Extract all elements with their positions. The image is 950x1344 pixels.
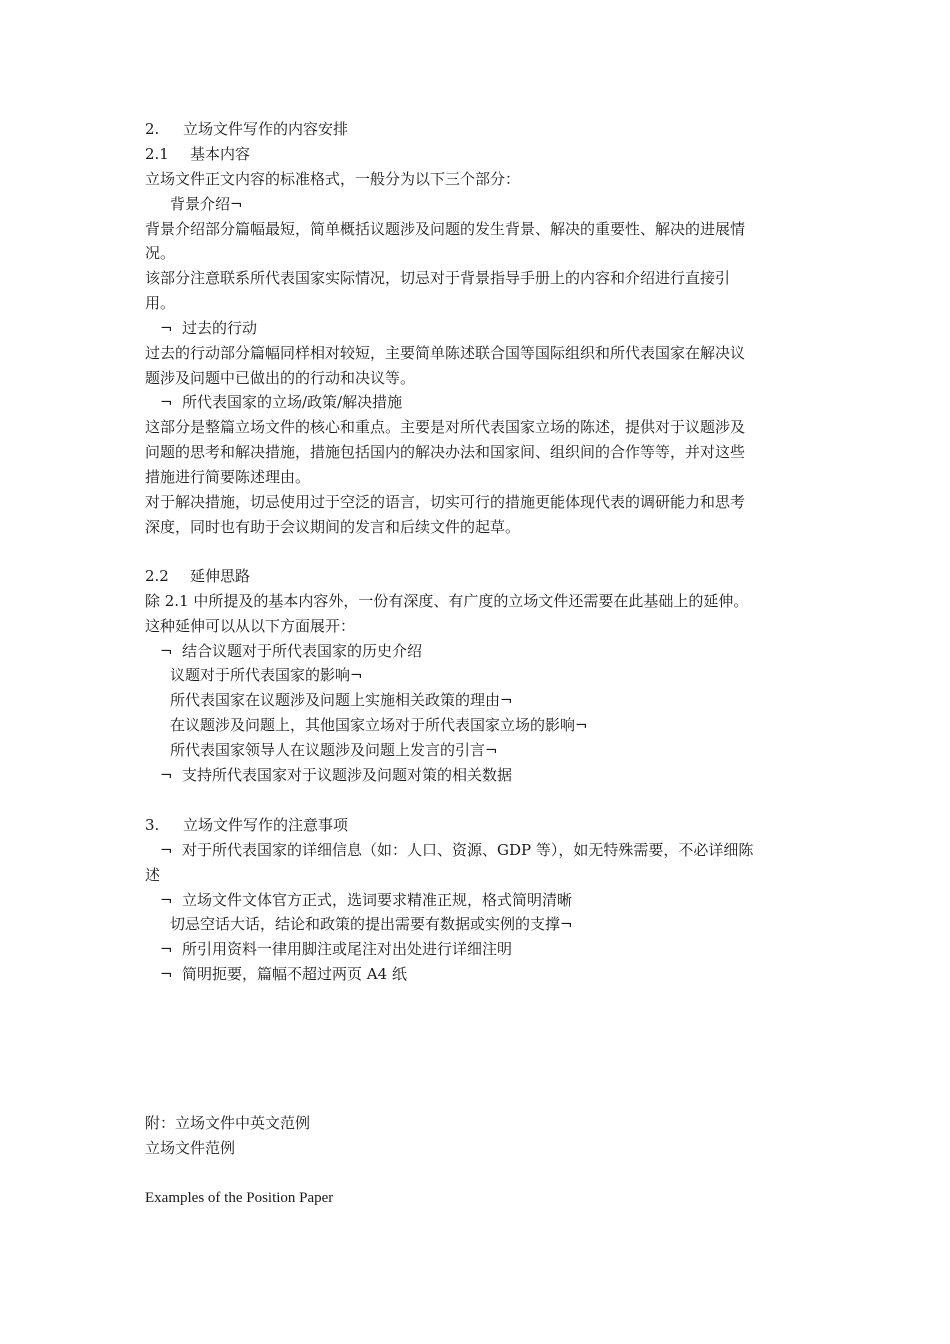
position-title: ¬ 所代表国家的立场/政策/解决措施	[160, 393, 403, 411]
note-bullet-1-line-2: 述	[145, 866, 161, 884]
background-paragraph-2-line-2: 用。	[145, 294, 176, 312]
extension-sub-item-4: 所代表国家领导人在议题涉及问题上发言的引言¬	[170, 741, 498, 759]
bullet-marker: ¬	[160, 940, 173, 958]
background-title: 背景介绍¬	[170, 195, 243, 213]
section-number: 2.1	[145, 145, 169, 163]
extension-paragraph-line-2: 这种延伸可以从以下方面展开：	[145, 617, 356, 635]
position-paragraph-1-line-1: 这部分是整篇立场文件的核心和重点。主要是对所代表国家立场的陈述，提供对于议题涉及	[145, 418, 746, 436]
note-bullet-2: ¬ 立场文件文体官方正式，选词要求精准正规，格式简明清晰	[160, 891, 573, 909]
background-paragraph-1-line-2: 况。	[145, 244, 176, 262]
bullet-marker: ¬	[160, 642, 173, 660]
past-actions-paragraph-line-2: 题涉及问题中已做出的的行动和决议等。	[145, 369, 416, 387]
bullet-marker: ¬	[160, 841, 173, 859]
example-title-cn: 立场文件范例	[145, 1139, 236, 1157]
note-bullet-4: ¬ 简明扼要，篇幅不超过两页 A4 纸	[160, 965, 407, 983]
bullet-marker: ¬	[160, 766, 173, 784]
section-title: 立场文件写作的注意事项	[183, 816, 349, 834]
appendix-heading: 附：立场文件中英文范例	[145, 1114, 311, 1132]
section-2-2-heading	[145, 566, 250, 586]
extension-sub-item-1: 议题对于所代表国家的影响¬	[170, 666, 363, 684]
extension-sub-item-3: 在议题涉及问题上，其他国家立场对于所代表国家立场的影响¬	[170, 716, 588, 734]
section-number: 2.	[145, 120, 160, 138]
position-paragraph-2-line-2: 深度，同时也有助于会议期间的发言和后续文件的起草。	[145, 518, 521, 536]
position-paragraph-1-line-3: 措施进行简要陈述理由。	[145, 468, 311, 486]
background-paragraph-2-line-1: 该部分注意联系所代表国家实际情况，切忌对于背景指导手册上的内容和介绍进行直接引	[145, 269, 731, 287]
past-actions-paragraph-line-1: 过去的行动部分篇幅同样相对较短，主要简单陈述联合国等国际组织和所代表国家在解决议	[145, 344, 746, 362]
bullet-marker: ¬	[160, 319, 173, 337]
extension-paragraph-line-1: 除 2.1 中所提及的基本内容外，一份有深度、有广度的立场文件还需要在此基础上的延伸。	[145, 592, 749, 610]
position-paragraph-1-line-2: 问题的思考和解决措施，措施包括国内的解决办法和国家间、组织间的合作等等，并对这些	[145, 443, 746, 461]
background-paragraph-1-line-1: 背景介绍部分篇幅最短，简单概括议题涉及问题的发生背景、解决的重要性、解决的进展情	[145, 220, 746, 238]
note-sub-item-1: 切忌空话大话，结论和政策的提出需要有数据或实例的支撑¬	[170, 915, 573, 933]
extension-sub-item-2: 所代表国家在议题涉及问题上实施相关政策的理由¬	[170, 691, 513, 709]
section-2-1-heading	[145, 144, 250, 164]
note-bullet-1-line-1: ¬ 对于所代表国家的详细信息（如：人口、资源、GDP 等），如无特殊需要，不必详细陈	[160, 841, 754, 859]
extension-bullet-1: ¬ 结合议题对于所代表国家的历史介绍	[160, 642, 423, 660]
section-number: 3.	[145, 816, 160, 834]
section-title: 延伸思路	[190, 567, 251, 585]
section-2-heading	[145, 119, 348, 139]
intro-paragraph: 立场文件正文内容的标准格式，一般分为以下三个部分：	[145, 170, 521, 188]
extension-bullet-2: ¬ 支持所代表国家对于议题涉及问题对策的相关数据	[160, 766, 513, 784]
bullet-marker: ¬	[160, 393, 173, 411]
position-paragraph-2-line-1: 对于解决措施，切忌使用过于空泛的语言，切实可行的措施更能体现代表的调研能力和思考	[145, 493, 746, 511]
example-title-en: Examples of the Position Paper	[145, 1190, 334, 1206]
section-number: 2.2	[145, 567, 169, 585]
section-3-heading	[145, 815, 348, 835]
bullet-marker: ¬	[160, 891, 173, 909]
note-bullet-3: ¬ 所引用资料一律用脚注或尾注对出处进行详细注明	[160, 940, 513, 958]
past-actions-title: ¬ 过去的行动	[160, 319, 258, 337]
section-title: 基本内容	[190, 145, 251, 163]
bullet-marker: ¬	[160, 965, 173, 983]
section-title: 立场文件写作的内容安排	[183, 120, 349, 138]
